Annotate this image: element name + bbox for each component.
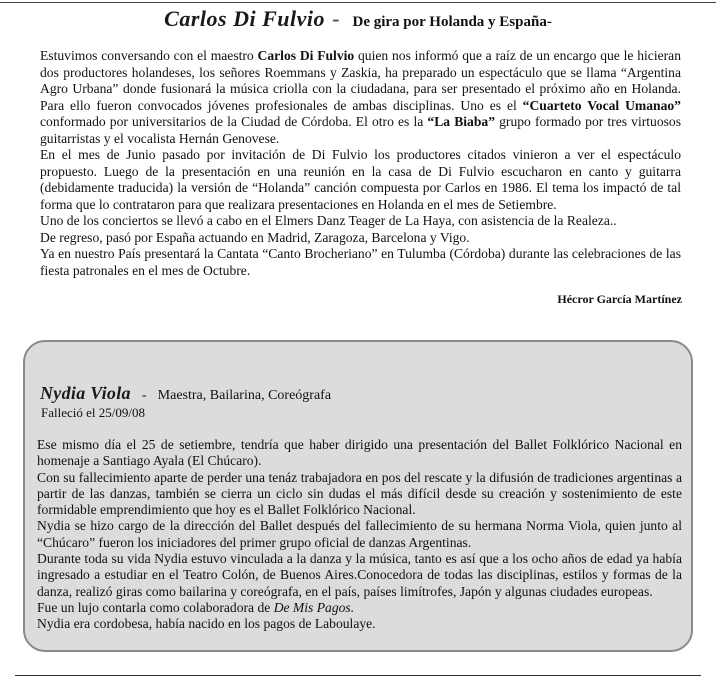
top-rule xyxy=(0,2,716,3)
article1-paragraph-5: Ya en nuestro País presentará la Cantata “Canto Brocheriano” en Tulumba (Córdoba) durante las celebraciones de las fiesta patronales en el mes de Octubre. xyxy=(40,246,681,278)
article2-paragraph-4: Durante toda su vida Nydia estuvo vinculada a la danza y la música, tanto es así que a los ocho años de edad ya había ingresado a estudiar en el Teatro Colón, de Buenos Aires.Conocedora de todas las disciplinas, estilos y formas de la danza, realizó giras como bailarina y coreógrafa, en el país, países limítrofes, Japón y algunas ciudades europeas. xyxy=(37,551,682,599)
article2-subtitle: Maestra, Bailarina, Coreógrafa xyxy=(157,388,332,403)
article1-dash: - xyxy=(332,6,340,31)
article2-paragraph-5 xyxy=(37,600,682,616)
article2-name: Nydia Viola xyxy=(40,383,131,403)
bottom-rule xyxy=(15,675,701,676)
article1-paragraph-3: Uno de los conciertos se llevó a cabo en el Elmers Danz Teager de La Haya, con asistencia de la Realeza.. xyxy=(40,213,617,228)
text-run: Estuvimos conversando con el maestro xyxy=(40,48,258,63)
text-run: grupo formado por tres virtuosos guitarristas y el vocalista Hernán Genovese. xyxy=(40,114,682,146)
article2-paragraph-3: Nydia se hizo cargo de la dirección del Ballet después del fallecimiento de su hermana Norma Viola, quien junto al “Chúcaro” fueron los iniciadores del primer grupo oficial de danzas Argentinas. xyxy=(37,518,682,550)
article1-paragraph-4: De regreso, pasó por España actuando en Madrid, Zaragoza, Barcelona y Vigo. xyxy=(40,229,470,245)
text-run: quien nos informó que a raíz de un encargo que le hicieran dos productores holandeses, los señores Roemmans y Zaskia, ha preparado un espectáculo que se llama “Argentina Agro Urbana” donde fusionará la música criolla con la ciudadana, para ser presentado el próximo año en Holanda. Para ello fueron convocados jóvenes profesionales de ambas disciplinas. Uno es el xyxy=(40,48,681,113)
text-run: Fue un lujo contarla como colaboradora de xyxy=(37,599,274,615)
article2-paragraph-2: Con su fallecimiento aparte de perder una tenáz trabajadora en pos del rescate y la difusión de tradiciones argentinas a partir de las danzas, también se cierra un ciclo sin dudas el más difícil desde su creación y sostenimiento de este formidable emprendimiento que hoy es el Ballet Folklórico Nacional. xyxy=(37,469,682,518)
article1-body xyxy=(40,48,681,279)
bold-run: “La Biaba” xyxy=(427,114,495,129)
article2-date: Falleció el 25/09/08 xyxy=(41,405,145,420)
article2-dash: - xyxy=(141,388,147,403)
article2-heading xyxy=(40,383,331,404)
article1-paragraph-1 xyxy=(40,48,681,147)
text-run: conformado por universitarios de la Ciudad de Córdoba. El otro es la xyxy=(40,114,428,129)
article1-heading xyxy=(0,6,716,32)
italic-run: De Mis Pagos. xyxy=(273,599,355,615)
article1-paragraph-2: En el mes de Junio pasado por invitación de Di Fulvio los productores citados vinieron a ver el espectáculo propuesto. Luego de la presentación en una reunión en la casa de Di Fulvio escucharon en canto y guitarra (debidamente traducida) la versión de “Holanda” canción compuesta por Carlos en 1986. El tema los impactó de tal forma que lo contrataron para que realizara presentaciones en Holanda en el mes de Setiembre. xyxy=(40,147,681,212)
bold-run: Carlos Di Fulvio xyxy=(257,48,355,63)
article1-name: Carlos Di Fulvio xyxy=(164,6,325,31)
article1-subtitle: De gira por Holanda y España- xyxy=(352,14,552,30)
article2-paragraph-6: Nydia era cordobesa, había nacido en los pagos de Laboulaye. xyxy=(37,616,376,632)
article2-paragraph-1: Ese mismo día el 25 de setiembre, tendría que haber dirigido una presentación del Ballet Folklórico Nacional en homenaje a Santiago Ayala (El Chúcaro). xyxy=(37,437,682,469)
bold-run: “Cuarteto Vocal Umanao” xyxy=(522,97,681,113)
article1-author: Hécror García Martínez xyxy=(557,292,682,306)
article2-body xyxy=(37,437,682,633)
